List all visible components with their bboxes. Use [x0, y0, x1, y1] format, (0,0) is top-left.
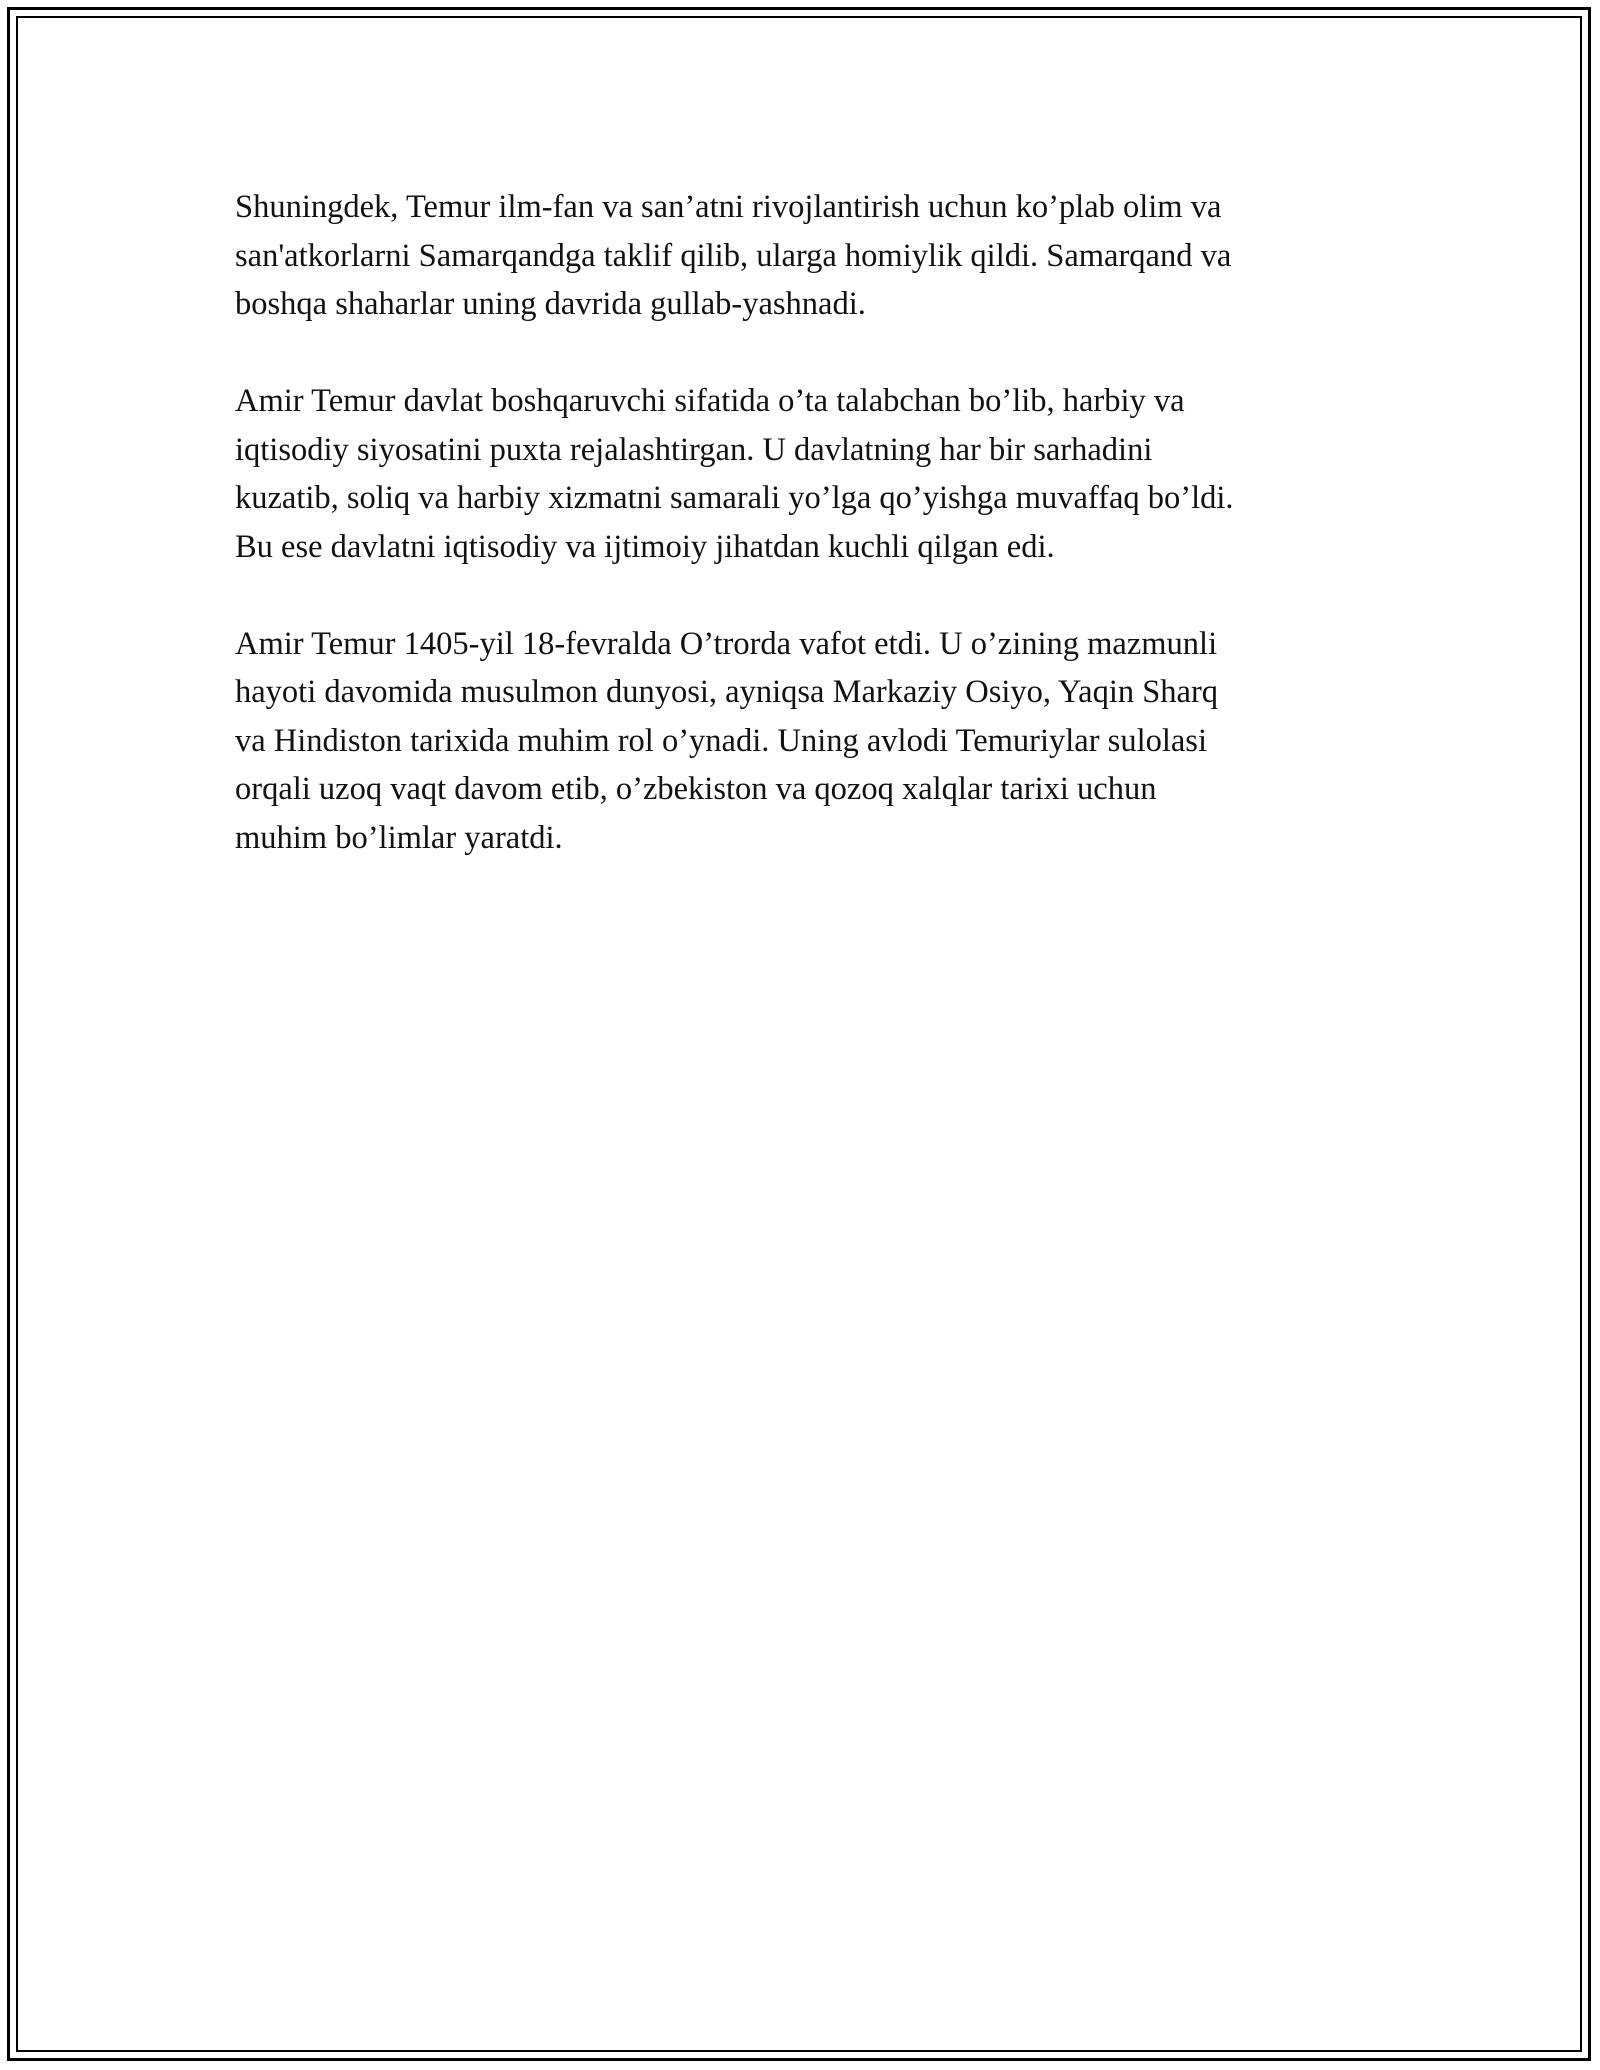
text-line: Bu ese davlatni iqtisodiy va ijtimoiy jihatdan kuchli qilgan edi. [235, 528, 1055, 565]
text-line: Shuningdek, Temur ilm-fan va san’atni rivojlantirish uchun ko’plab olim va [235, 189, 1222, 225]
text-line: orqali uzoq vaqt davom etib, o’zbekiston va qozoq xalqlar tarixi uchun [235, 771, 1157, 807]
text-line: va Hindiston tarixida muhim rol o’ynadi. Uning avlodi Temuriylar sulolasi [235, 722, 1207, 759]
text-line: boshqa shaharlar uning davrida gullab-yashnadi. [235, 286, 866, 322]
text-line: kuzatib, soliq va harbiy xizmatni samarali yo’lga qo’yishga muvaffaq bo’ldi. [235, 480, 1234, 516]
text-line: hayoti davomida musulmon dunyosi, ayniqsa Markaziy Osiyo, Yaqin Sharq [235, 674, 1219, 710]
text-line: iqtisodiy siyosatini puxta rejalashtirgan. U davlatning har bir sarhadini [235, 431, 1153, 468]
paragraph-3 [235, 620, 1395, 863]
document-body [235, 183, 1395, 911]
paragraph-1 [235, 183, 1395, 329]
text-line: muhim bo’limlar yaratdi. [235, 819, 563, 856]
paragraph-2 [235, 377, 1395, 571]
text-line: Amir Temur 1405-yil 18-fevralda O’trorda vafot etdi. U o’zining mazmunli [235, 625, 1218, 662]
text-line: san'atkorlarni Samarqandga taklif qilib, ularga homiylik qildi. Samarqand va [235, 237, 1232, 274]
text-line: Amir Temur davlat boshqaruvchi sifatida o’ta talabchan bo’lib, harbiy va [235, 383, 1185, 419]
